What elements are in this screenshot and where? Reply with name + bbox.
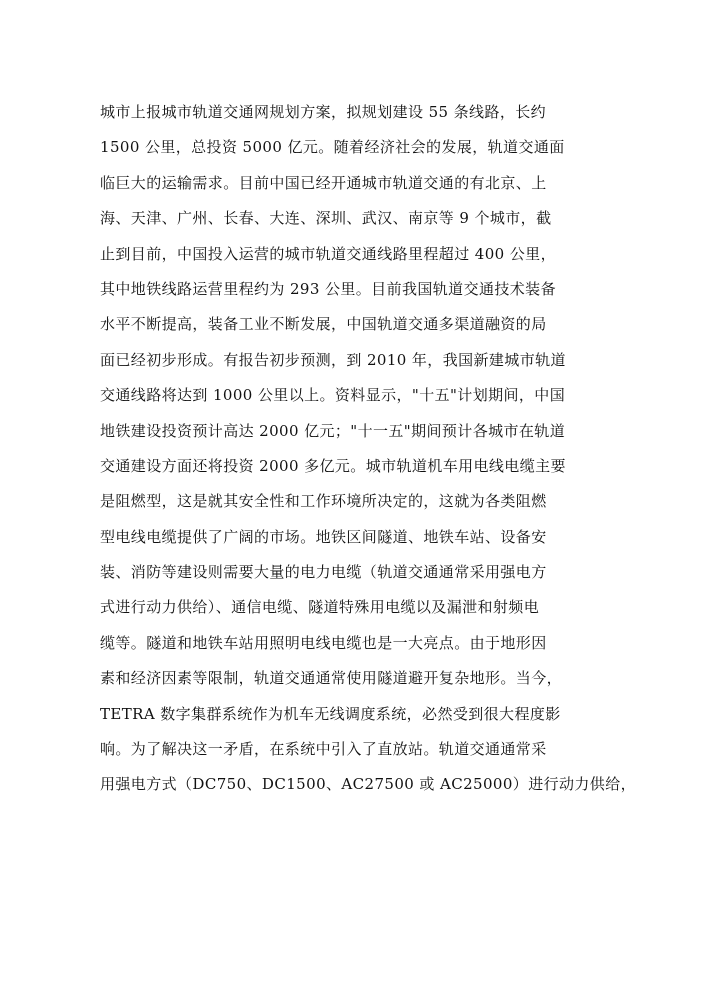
text-line: 缆等。隧道和地铁车站用照明电线电缆也是一大亮点。由于地形因 [100, 633, 547, 652]
text-line: 交通线路将达到 1000 公里以上。资料显示，"十五"计划期间，中国 [100, 386, 566, 405]
text-line: 素和经济因素等限制，轨道交通通常使用隧道避开复杂地形。当今， [100, 669, 563, 688]
text-line: 其中地铁线路运营里程约为 293 公里。目前我国轨道交通技术装备 [100, 279, 556, 298]
text-line: 用强电方式（DC750、DC1500、AC27500 或 AC25000）进行动力供给， [100, 775, 637, 794]
text-line: TETRA 数字集群系统作为机车无线调度系统，必然受到很大程度影 [100, 704, 561, 723]
text-line: 地铁建设投资预计高达 2000 亿元；"十一五"期间预计各城市在轨道 [100, 421, 566, 440]
text-line: 海、天津、广州、长春、大连、深圳、武汉、南京等 9 个城市，截 [100, 209, 552, 228]
text-line: 面已经初步形成。有报告初步预测，到 2010 年，我国新建城市轨道 [100, 350, 566, 369]
text-line: 城市上报城市轨道交通网规划方案，拟规划建设 55 条线路，长约 [100, 103, 547, 121]
text-line: 临巨大的运输需求。目前中国已经开通城市轨道交通的有北京、上 [100, 173, 547, 192]
text-line: 止到目前，中国投入运营的城市轨道交通线路里程超过 400 公里， [100, 244, 556, 263]
text-line: 1500 公里，总投资 5000 亿元。随着经济社会的发展，轨道交通面 [100, 138, 565, 157]
text-line: 水平不断提高，装备工业不断发展，中国轨道交通多渠道融资的局 [100, 315, 547, 334]
text-line: 交通建设方面还将投资 2000 多亿元。城市轨道机车用电线电缆主要 [100, 456, 566, 475]
text-line: 型电线电缆提供了广阔的市场。地铁区间隧道、地铁车站、设备安 [100, 527, 547, 546]
text-line: 响。为了解决这一矛盾，在系统中引入了直放站。轨道交通通常采 [100, 740, 547, 759]
text-line: 式进行动力供给）、通信电缆、隧道特殊用电缆以及漏泄和射频电 [100, 598, 540, 617]
text-line: 装、消防等建设则需要大量的电力电缆（轨道交通通常采用强电方 [100, 563, 547, 582]
body-text [100, 95, 637, 803]
text-line: 是阻燃型，这是就其安全性和工作环境所决定的，这就为各类阻燃 [100, 492, 547, 511]
